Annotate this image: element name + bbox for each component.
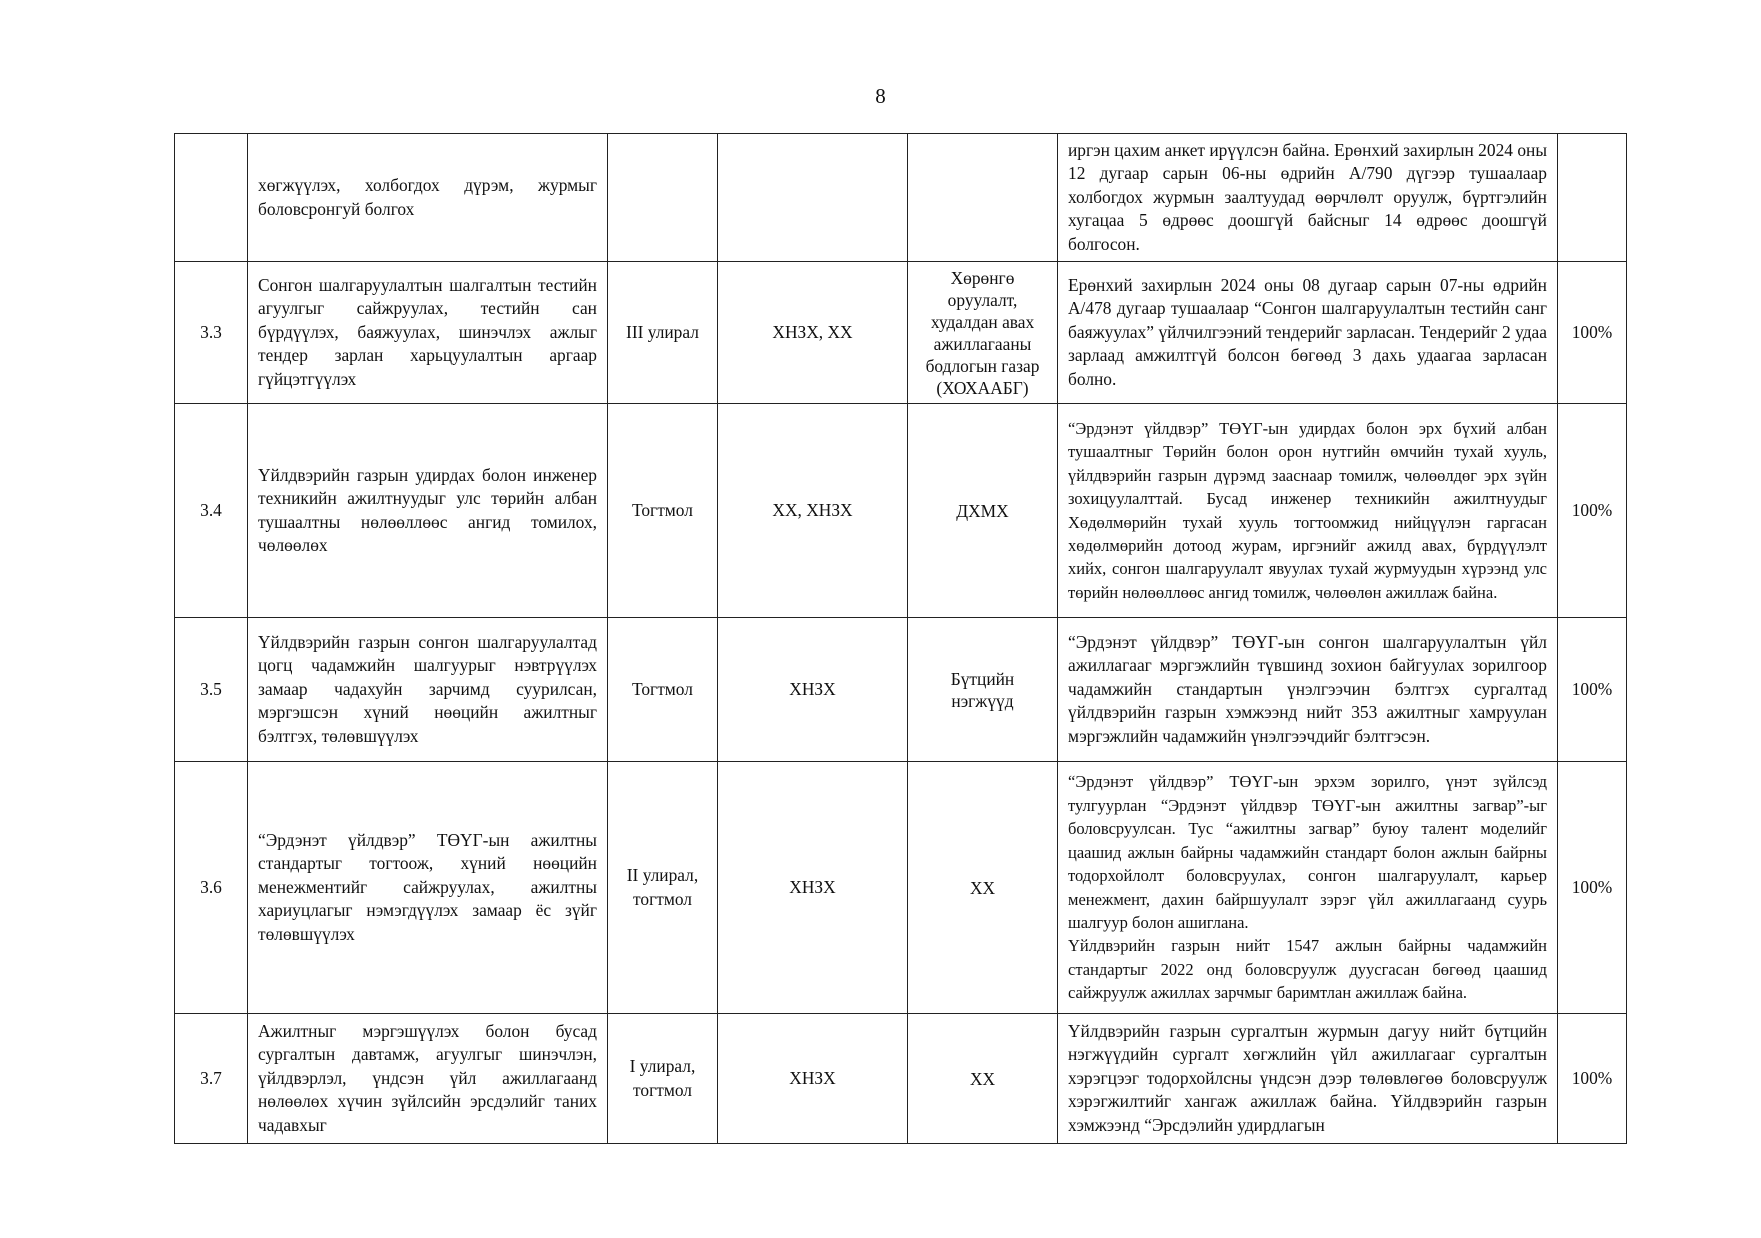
page-number: 8: [875, 84, 886, 108]
task-description: Үйлдвэрийн газрын удирдах болон инженер техникийн ажилтнуудыг улс төрийн албан тушаалтны нөлөөллөөс ангид томилох, чөлөөлөх: [248, 404, 608, 618]
table-row: [175, 618, 1627, 762]
outcome-text-continued: Үйлдвэрийн газрын нийт 1547 ажлын байрны чадамжийн стандартыг 2022 онд боловсруулж дуусгасан бөгөөд цаашид сайжруулж ажиллах зарчмыг баримтлан ажиллаж байна.: [1068, 936, 1547, 1003]
responsible: ХНЗХ, ХХ: [718, 262, 908, 404]
table-row: [175, 762, 1627, 1014]
outcome-cell: [1058, 762, 1558, 1014]
period: I улирал, тогтмол: [608, 1014, 718, 1144]
responsible: [718, 134, 908, 262]
completion-percent: 100%: [1558, 262, 1627, 404]
row-number: [175, 134, 248, 262]
department: Хөрөнгө оруулалт, худалдан авах ажиллагааны бодлогын газар (ХОХААБГ): [908, 262, 1058, 404]
task-description: Ажилтныг мэргэшүүлэх болон бусад сургалтын давтамж, агуулгыг шинэчлэн, үйлдвэрлэл, үндсэн үйл ажиллагаанд нөлөөлөх хүчин зүйлсийн эрсдэлийг таних чадавхыг: [248, 1014, 608, 1144]
table-row: [175, 134, 1627, 262]
outcome-text: “Эрдэнэт үйлдвэр” ТӨҮГ-ын эрхэм зорилго, үнэт зүйлсэд тулгуурлан “Эрдэнэт үйлдвэр ТӨҮГ-ын ажилтны загвар”-ыг боловсруулсан. Тус “ажилтны загвар” буюу талент моделийг цаашид ажлын байрны чадамжийн стандарт болон ажлын байрны тодорхойлолт боловсруулах, сонгон шалгаруулалт, карьер менежмент, дахин байршуулалт зэрэг үйл ажиллагаанд суурь шалгуур болон ашиглана.: [1068, 772, 1547, 932]
department: ХХ: [908, 1014, 1058, 1144]
department: Бүтцийн нэгжүүд: [908, 618, 1058, 762]
row-number: 3.7: [175, 1014, 248, 1144]
outcome-text: “Эрдэнэт үйлдвэр” ТӨҮГ-ын удирдах болон эрх бүхий албан тушаалтныг Төрийн болон орон нутгийн өмчийн тухай хууль, үйлдвэрийн газрын дүрэмд зааснаар томилж, чөлөөлдөг эрх зүйн зохицуулалттай. Бусад инженер техникийн ажилтнуудыг Хөдөлмөрийн тухай хууль тогтоомжид нийцүүлэн гаргасан хөдөлмөрийн дотоод журам, иргэнийг ажилд авах, бүрдүүлэлт хийх, сонгон шалгаруулалт явуулах тухай журмуудын хүрээнд улс төрийн нөлөөллөөс ангид томилж, чөлөөлөн ажиллаж байна.: [1058, 404, 1558, 618]
task-description: “Эрдэнэт үйлдвэр” ТӨҮГ-ын ажилтны стандартыг тогтоож, хүний нөөцийн менежментийг сайжруулах, ажилтны хариуцлагыг нэмэгдүүлэх замаар ёс зүйг төлөвшүүлэх: [248, 762, 608, 1014]
department: [908, 134, 1058, 262]
responsible: ХХ, ХНЗХ: [718, 404, 908, 618]
row-number: 3.3: [175, 262, 248, 404]
responsible: ХНЗХ: [718, 762, 908, 1014]
action-plan-table: [174, 133, 1627, 1144]
task-description: Үйлдвэрийн газрын сонгон шалгаруулалтад цогц чадамжийн шалгуурыг нэвтрүүлэх замаар чадахуйн зарчимд суурилсан, мэргэшсэн хүний нөөцийн ажилтныг бэлтгэх, төлөвшүүлэх: [248, 618, 608, 762]
row-number: 3.4: [175, 404, 248, 618]
department: ХХ: [908, 762, 1058, 1014]
table-row: [175, 262, 1627, 404]
period: III улирал: [608, 262, 718, 404]
table-row: [175, 1014, 1627, 1144]
completion-percent: 100%: [1558, 404, 1627, 618]
completion-percent: 100%: [1558, 1014, 1627, 1144]
department: ДХМХ: [908, 404, 1058, 618]
outcome-text: Ерөнхий захирлын 2024 оны 08 дугаар сарын 07-ны өдрийн А/478 дугаар тушаалаар “Сонгон шалгаруулалтын тестийн санг баяжуулах” үйлчилгээний тендерийг зарласан. Тендерийг 2 удаа зарлаад амжилтгүй болсон бөгөөд 3 дахь удаагаа зарласан болно.: [1058, 262, 1558, 404]
period: [608, 134, 718, 262]
task-description: Сонгон шалгаруулалтын шалгалтын тестийн агуулгыг сайжруулах, тестийн сан бүрдүүлэх, баяжуулах, шинэчлэх ажлыг тендер зарлан харьцуулалтын аргаар гүйцэтгүүлэх: [248, 262, 608, 404]
outcome-text: Үйлдвэрийн газрын сургалтын журмын дагуу нийт бүтцийн нэгжүүдийн сургалт хөгжлийн үйл ажиллагааг сургалтын хэрэгцээг тодорхойлсны үндсэн дээр төлөвлөгөө боловсруулж хэрэгжилтийг хангаж ажиллаж байна. Үйлдвэрийн газрын хэмжээнд “Эрсдэлийн удирдлагын: [1058, 1014, 1558, 1144]
period: Тогтмол: [608, 618, 718, 762]
task-description: хөгжүүлэх, холбогдох дүрэм, журмыг боловсронгуй болгох: [248, 134, 608, 262]
outcome-text: иргэн цахим анкет ирүүлсэн байна. Ерөнхий захирлын 2024 оны 12 дугаар сарын 06-ны өдрийн А/790 дүгээр тушаалаар холбогдох журмын заалтуудад өөрчлөлт оруулж, бүртгэлийн хугацаа 5 өдрөөс доошгүй байсныг 14 өдрөөс доошгүй болгосон.: [1058, 134, 1558, 262]
responsible: ХНЗХ: [718, 1014, 908, 1144]
table-row: [175, 404, 1627, 618]
row-number: 3.6: [175, 762, 248, 1014]
outcome-text: “Эрдэнэт үйлдвэр” ТӨҮГ-ын сонгон шалгаруулалтын үйл ажиллагааг мэргэжлийн түвшинд зохион байгуулах зорилгоор чадамжийн стандартын үнэлгээчин бэлтгэх сургалтад үйлдвэрийн газрын хэмжээнд нийт 353 ажилтныг хамруулан мэргэжлийн чадамжийн үнэлгээчдийг бэлтгэсэн.: [1058, 618, 1558, 762]
period: II улирал, тогтмол: [608, 762, 718, 1014]
row-number: 3.5: [175, 618, 248, 762]
completion-percent: 100%: [1558, 618, 1627, 762]
period: Тогтмол: [608, 404, 718, 618]
completion-percent: 100%: [1558, 762, 1627, 1014]
responsible: ХНЗХ: [718, 618, 908, 762]
completion-percent: [1558, 134, 1627, 262]
